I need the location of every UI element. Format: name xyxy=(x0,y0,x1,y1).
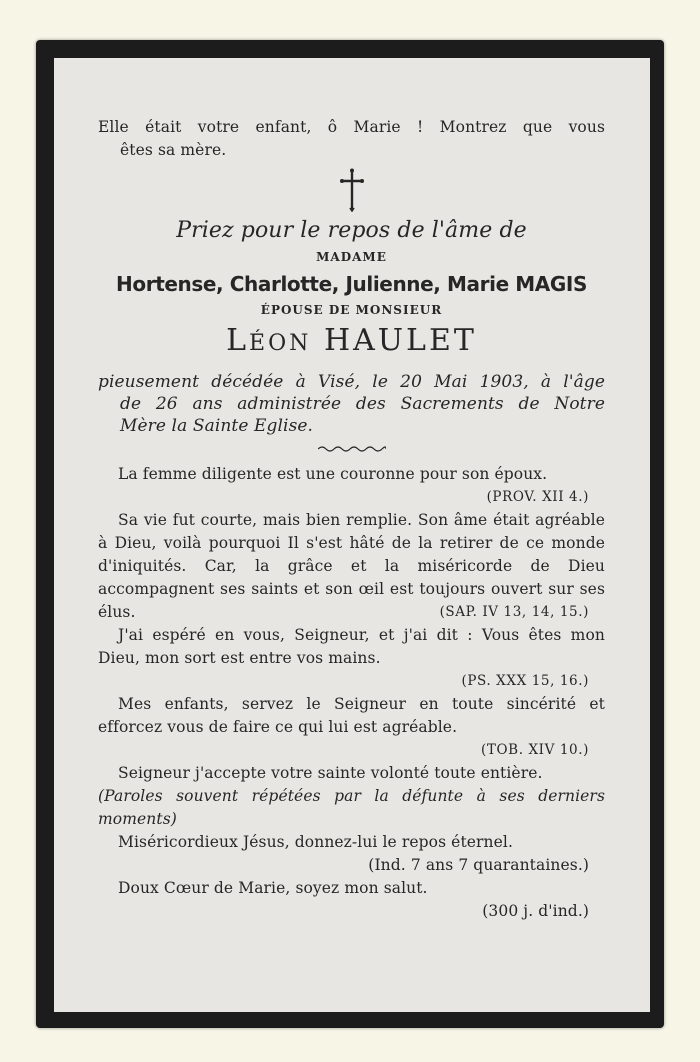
husband-initial: L xyxy=(226,323,250,358)
memorial-card xyxy=(36,40,664,1028)
verse-3: J'ai espéré en vous, Seigneur, et j'ai dit : Vous êtes mon Dieu, mon sort est entre vos mains. xyxy=(98,626,605,667)
card-content xyxy=(98,116,605,923)
verse-4: Mes enfants, servez le Seigneur en toute sincérité et efforcez vous de faire ce qui lui est agréable. xyxy=(98,695,605,736)
cross-icon xyxy=(337,168,367,212)
epouse-label: ÉPOUSE DE MONSIEUR xyxy=(260,303,443,317)
husband-firstname-rest: ÉON xyxy=(249,331,312,356)
reference-2: (SAP. IV 13, 14, 15.) xyxy=(439,604,589,620)
wavy-divider xyxy=(318,445,386,453)
card-paper xyxy=(54,58,650,1012)
reference-1: (PROV. XII 4.) xyxy=(486,489,589,505)
verse-6: Miséricordieux Jésus, donnez-lui le repos éternel. xyxy=(118,833,513,851)
reference-4: (TOB. XIV 10.) xyxy=(481,742,589,758)
death-line-3: Mère la Sainte Eglise. xyxy=(120,416,314,436)
priez-line: Priez pour le repos de l'âme de xyxy=(176,218,527,243)
death-line-2: de 26 ans administrée des Sacrements de Notre xyxy=(120,394,605,414)
deceased-full-name: Hortense, Charlotte, Julienne, Marie MAGIS xyxy=(116,272,587,296)
verse-5-note: (Paroles souvent répétées par la défunte à ses derniers moments) xyxy=(98,787,605,828)
header-line-1: Elle était votre enfant, ô Marie ! Montrez que vous xyxy=(98,118,605,136)
verse-7: Doux Cœur de Marie, soyez mon salut. xyxy=(118,879,428,897)
reference-7: (300 j. d'ind.) xyxy=(482,902,589,920)
verse-1: La femme diligente est une couronne pour son époux. xyxy=(118,465,548,483)
reference-6: (Ind. 7 ans 7 quarantaines.) xyxy=(368,856,589,874)
header-line-2: êtes sa mère. xyxy=(120,141,227,159)
death-line-1: pieusement décédée à Visé, le 20 Mai 1903, à l'âge xyxy=(98,372,605,392)
death-notice xyxy=(98,371,605,437)
verse-5: Seigneur j'accepte votre sainte volonté toute entière. xyxy=(118,764,543,782)
verse-2: Sa vie fut courte, mais bien remplie. Son âme était agréable à Dieu, voilà pourquoi Il s'est hâté de la retirer de ce monde d'iniquités. Car, la grâce et la miséricorde de Dieu accompagnent ses saints et son œil est toujours ouvert sur ses élus. xyxy=(98,511,605,621)
husband-name xyxy=(98,322,605,363)
madame-label: MADAME xyxy=(316,250,387,264)
husband-surname: HAULET xyxy=(323,323,477,358)
reference-3: (PS. XXX 15, 16.) xyxy=(461,673,589,689)
